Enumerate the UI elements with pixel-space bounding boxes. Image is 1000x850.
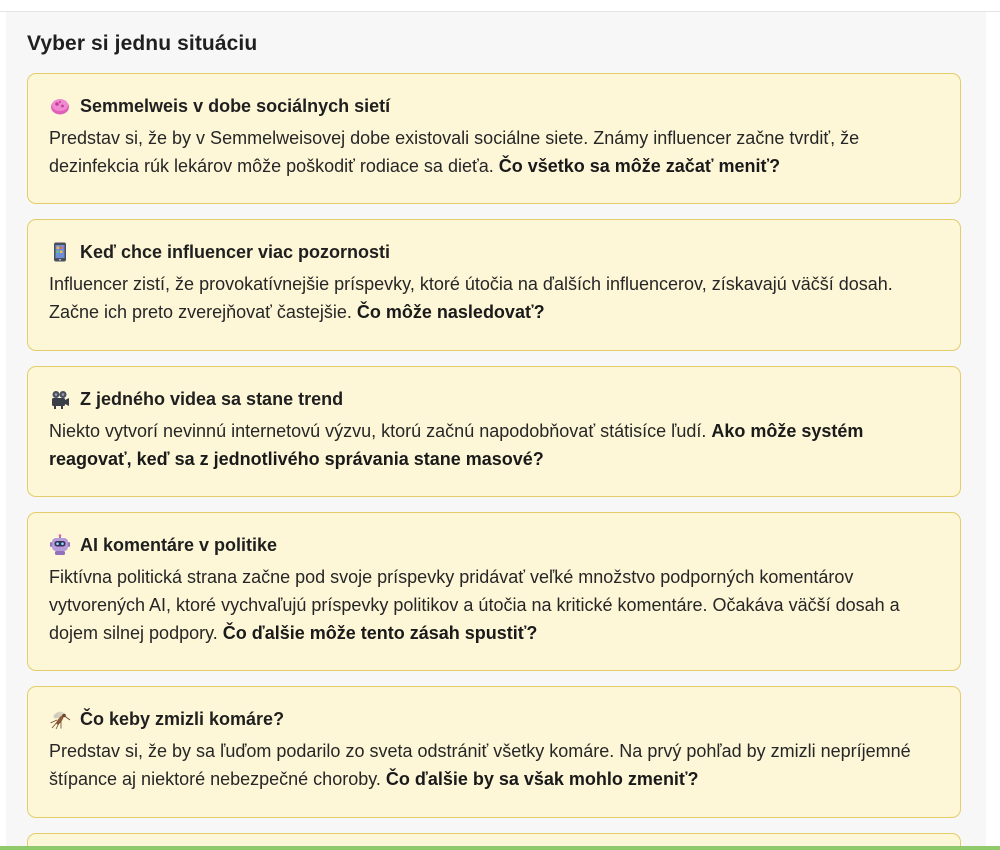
card-question: Čo všetko sa môže začať meniť?	[498, 156, 781, 176]
card-title: Semmelweis v dobe sociálnych sietí	[80, 95, 391, 116]
phone-icon	[49, 241, 71, 263]
card-header	[49, 533, 939, 557]
card-header	[49, 94, 939, 118]
card-description: Niekto vytvorí nevinnú internetovú výzvu, ktorú začnú napodobňovať státisíce ľudí.	[49, 421, 712, 441]
card-text	[49, 124, 939, 180]
card-description: Influencer zistí, že provokatívnejšie príspevky, ktoré útočia na ďalších influencerov, získavajú väčší dosah. Začne ich preto zverejňovať častejšie.	[49, 274, 893, 322]
card-header	[49, 240, 939, 264]
card-description: Fiktívna politická strana začne pod svoje príspevky pridávať veľké množstvo podporných komentárov vytvorených AI, ktoré vychvaľujú príspevky politikov a útočia na kritické komentáre. Očakáva väčší dosah a dojem silnej podpory.	[49, 567, 900, 643]
card-question: Čo ďalšie by sa však mohlo zmeniť?	[385, 769, 699, 789]
card-description: Predstav si, že by v Semmelweisovej dobe existovali sociálne siete. Známy influencer začne tvrdiť, že dezinfekcia rúk lekárov môže poškodiť rodiace sa dieťa.	[49, 128, 860, 176]
mosquito-icon	[49, 708, 71, 730]
situation-card-trend[interactable]	[27, 366, 961, 497]
robot-icon	[49, 534, 71, 556]
petri-dish-icon	[49, 95, 71, 117]
panel-title: Vyber si jednu situáciu	[27, 32, 258, 55]
card-title: Z jedného videa sa stane trend	[80, 388, 344, 409]
situations-panel	[6, 12, 986, 850]
situation-card-ai-comments[interactable]	[27, 512, 961, 671]
card-question: Čo ďalšie môže tento zásah spustiť?	[222, 623, 538, 643]
top-bar	[0, 0, 1000, 12]
situation-card-mosquitoes[interactable]	[27, 686, 961, 818]
card-title: Keď chce influencer viac pozornosti	[80, 241, 391, 262]
card-text	[49, 563, 939, 647]
situation-card-semmelweis[interactable]	[27, 73, 961, 204]
card-title: AI komentáre v politike	[80, 534, 278, 555]
movie-camera-icon	[49, 388, 71, 410]
scrollbar-track[interactable]	[986, 12, 1000, 850]
card-question: Ako môže systém reagovať, keď sa z jednotlivého správania stane masové?	[49, 421, 864, 469]
card-header	[49, 707, 939, 731]
card-text	[49, 737, 939, 793]
bottom-accent-line	[0, 846, 1000, 850]
card-header	[49, 387, 939, 411]
card-description: Predstav si, že by sa ľuďom podarilo zo sveta odstrániť všetky komáre. Na prvý pohľad by zmizli nepríjemné štípance aj niektoré nebezpečné choroby.	[49, 741, 911, 789]
card-title: Čo keby zmizli komáre?	[80, 708, 285, 729]
card-text	[49, 270, 939, 326]
card-text	[49, 417, 939, 473]
card-question: Čo môže nasledovať?	[356, 302, 545, 322]
situation-card-influencer[interactable]	[27, 219, 961, 351]
